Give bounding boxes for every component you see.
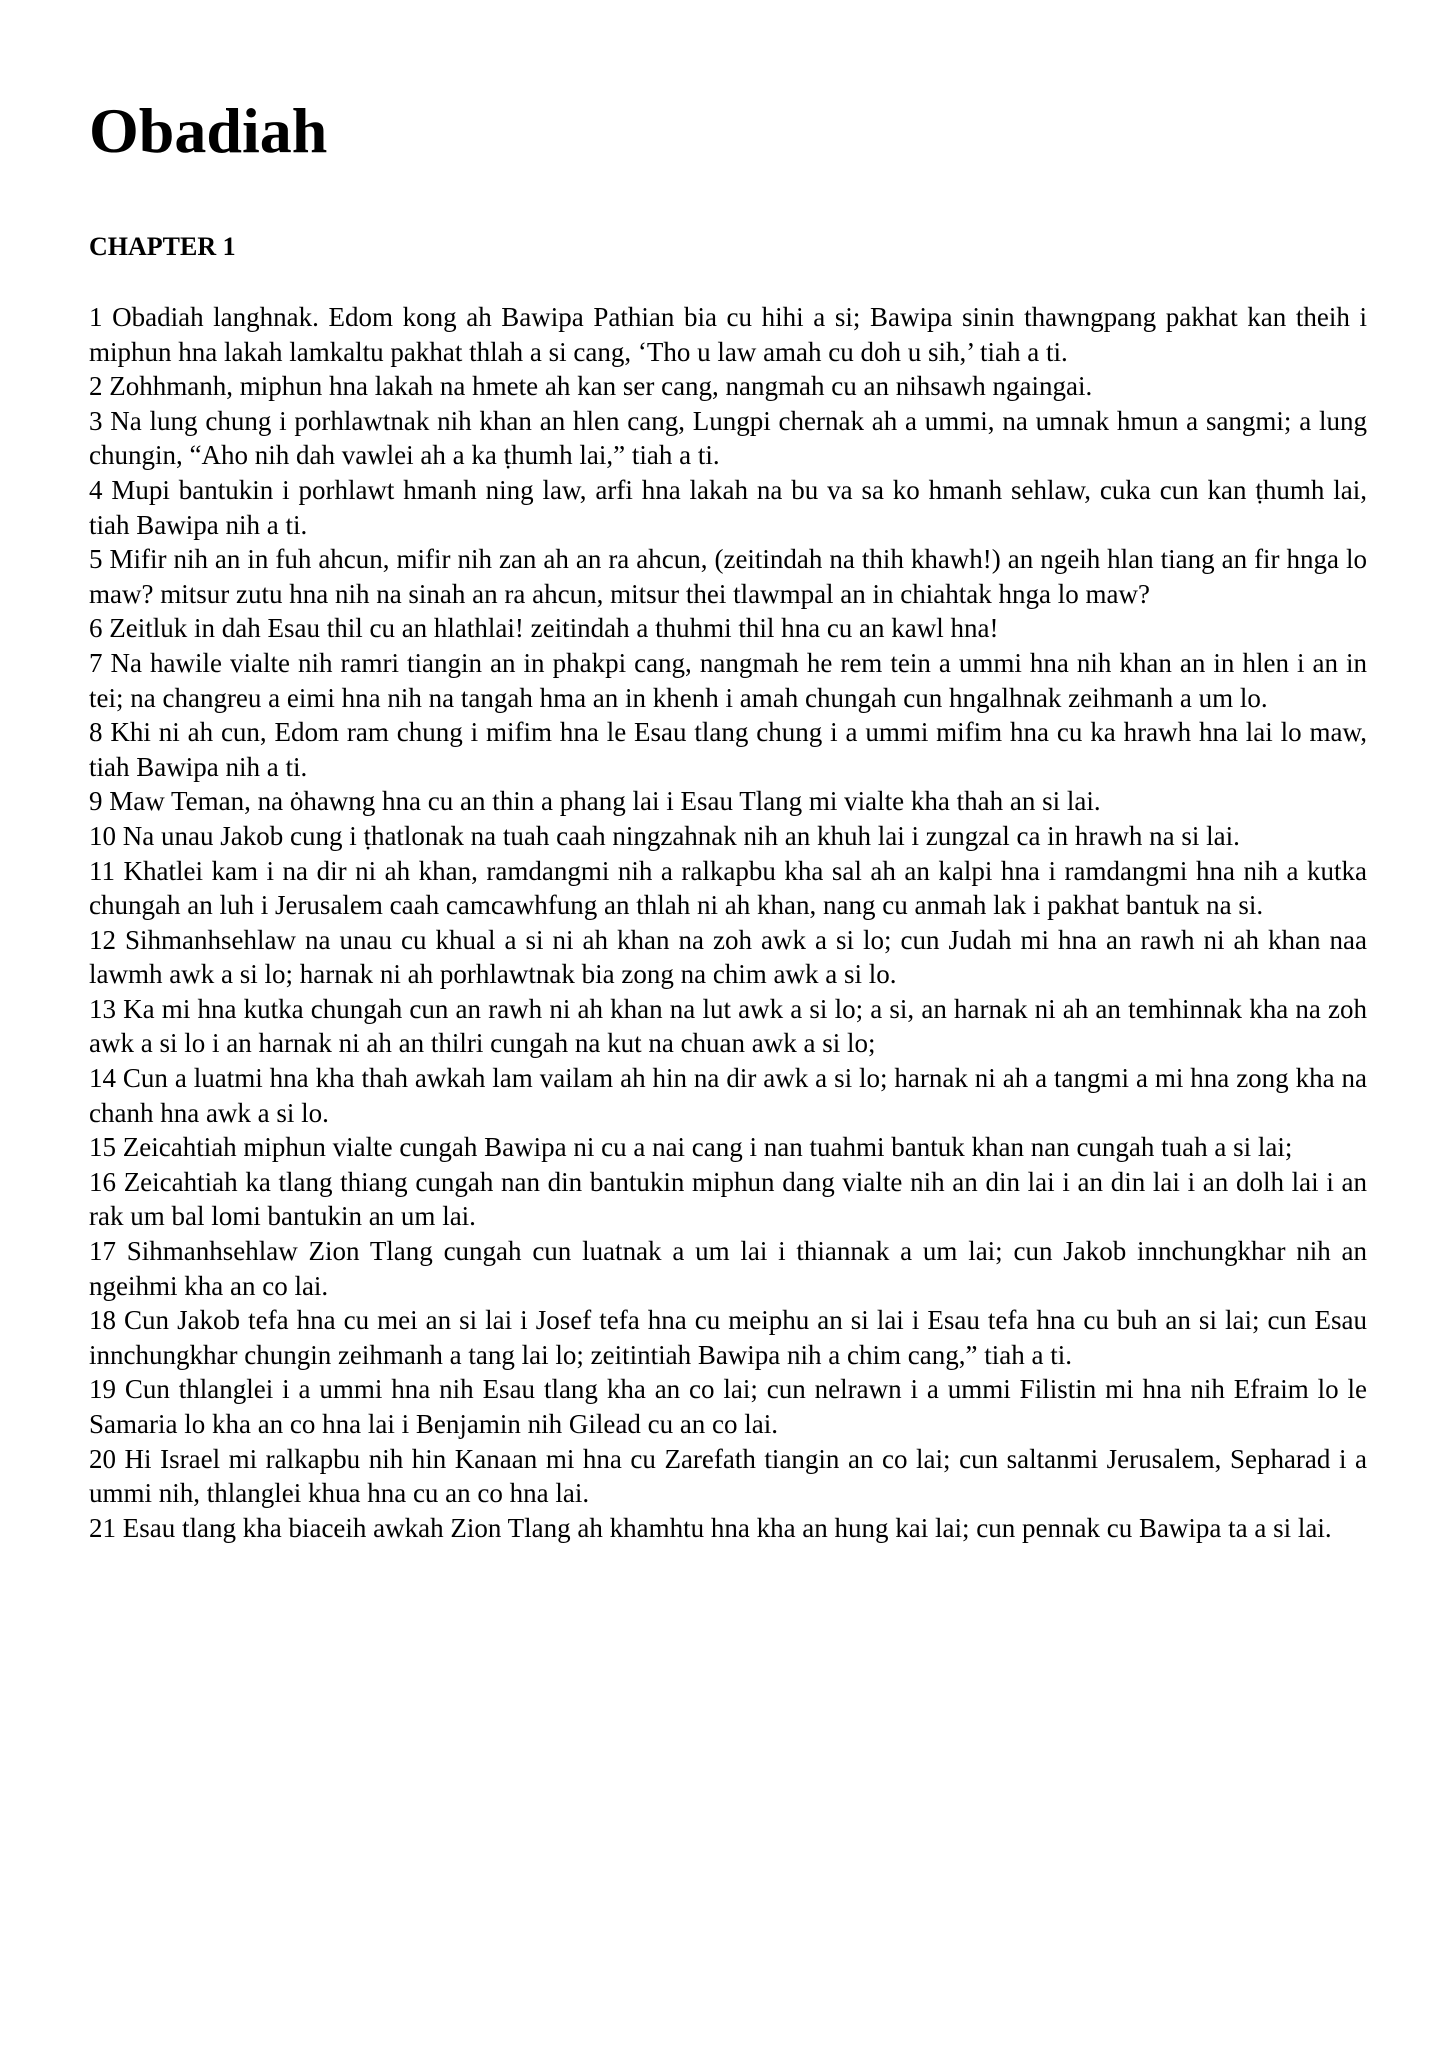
verse-12: 12 Sihmanhsehlaw na unau cu khual a si ni ah khan na zoh awk a si lo; cun Judah mi hna an rawh ni ah khan naa lawmh awk a si lo; harnak ni ah porhlawtnak bia zong na chim awk a si lo. [89,924,1367,990]
chapter-heading: CHAPTER 1 [89,232,236,261]
verse-5: 5 Mifir nih an in fuh ahcun, mifir nih zan ah an ra ahcun, (zeitindah na thih khawh!) an ngeih hlan tiang an fir hnga lo maw? mitsur zutu hna nih na sinah an ra ahcun, mitsur thei tlawmpal an in chiahtak hnga lo maw? [89,544,1367,609]
verse-14: 14 Cun a luatmi hna kha thah awkah lam vailam ah hin na dir awk a si lo; harnak ni ah a tangmi a mi hna zong kha na chanh hna awk a si lo. [89,1063,1367,1128]
verse-8: 8 Khi ni ah cun, Edom ram chung i mifim hna le Esau tlang chung i a ummi mifim hna cu ka hrawh hna lai lo maw, tiah Bawipa nih a ti. [89,717,1367,782]
verse-2: 2 Zohhmanh, miphun hna lakah na hmete ah kan ser cang, nangmah cu an nihsawh ngaingai. [89,371,1093,402]
verse-list [89,300,1367,1545]
verse-1: 1 Obadiah langhnak. Edom kong ah Bawipa Pathian bia cu hihi a si; Bawipa sinin thawngpang pakhat kan theih i miphun hna lakah lamkaltu pakhat thlah a si cang, ‘Tho u law amah cu doh u sih,’ tiah a ti. [89,302,1367,367]
verse-3: 3 Na lung chung i porhlawtnak nih khan an hlen cang, Lungpi chernak ah a ummi, na umnak hmun a sangmi; a lung chungin, “Aho nih dah vawlei ah a ka ṭhumh lai,” tiah a ti. [89,405,1367,471]
verse-19: 19 Cun thlanglei i a ummi hna nih Esau tlang kha an co lai; cun nelrawn i a ummi Filistin mi hna nih Efraim lo le Samaria lo kha an co hna lai i Benjamin nih Gilead cu an co lai. [89,1374,1367,1439]
verse-15: 15 Zeicahtiah miphun vialte cungah Bawipa ni cu a nai cang i nan tuahmi bantuk khan nan cungah tuah a si lai; [89,1132,1293,1163]
verse-18: 18 Cun Jakob tefa hna cu mei an si lai i Josef tefa hna cu meiphu an si lai i Esau tefa hna cu buh an si lai; cun Esau innchungkhar chungin zeihmanh a tang lai lo; zeitintiah Bawipa nih a chim cang,” tiah a ti. [89,1305,1367,1370]
book-title: Obadiah [89,95,328,166]
verse-21: 21 Esau tlang kha biaceih awkah Zion Tlang ah khamhtu hna kha an hung kai lai; cun pennak cu Bawipa ta a si lai. [89,1512,1332,1543]
verse-20: 20 Hi Israel mi ralkapbu nih hin Kanaan mi hna cu Zarefath tiangin an co lai; cun saltanmi Jerusalem, Sepharad i a ummi nih, thlanglei khua hna cu an co hna lai. [89,1443,1367,1509]
verse-10: 10 Na unau Jakob cung i ṭhatlonak na tuah caah ningzahnak nih an khuh lai i zungzal ca in hrawh na si lai. [89,820,1240,851]
verse-6: 6 Zeitluk in dah Esau thil cu an hlathlai! zeitindah a thuhmi thil hna cu an kawl hna! [89,613,999,644]
verse-13: 13 Ka mi hna kutka chungah cun an rawh ni ah khan na lut awk a si lo; a si, an harnak ni ah an temhinnak kha na zoh awk a si lo i an harnak ni ah an thilri cungah na kut na chuan awk a si lo; [89,993,1367,1059]
verse-16: 16 Zeicahtiah ka tlang thiang cungah nan din bantukin miphun dang vialte nih an din lai i an din lai i an dolh lai i an rak um bal lomi bantukin an um lai. [89,1166,1367,1232]
verse-7: 7 Na hawile vialte nih ramri tiangin an in phakpi cang, nangmah he rem tein a ummi hna nih khan an in hlen i an in tei; na changreu a eimi hna nih na tangah hma an in khenh i amah chungah cun hngalhnak zeihmanh a um lo. [89,647,1367,713]
verse-17: 17 Sihmanhsehlaw Zion Tlang cungah cun luatnak a um lai i thiannak a um lai; cun Jakob innchungkhar nih an ngeihmi kha an co lai. [89,1236,1367,1301]
verse-4: 4 Mupi bantukin i porhlawt hmanh ning law, arfi hna lakah na bu va sa ko hmanh sehlaw, cuka cun kan ṭhumh lai, tiah Bawipa nih a ti. [89,474,1367,540]
verse-9: 9 Maw Teman, na ȯhawng hna cu an thin a phang lai i Esau Tlang mi vialte kha thah an si lai. [89,786,1101,817]
verse-11: 11 Khatlei kam i na dir ni ah khan, ramdangmi nih a ralkapbu kha sal ah an kalpi hna i ramdangmi hna nih a kutka chungah an luh i Jerusalem caah camcawhfung an thlah ni ah khan, nang cu anmah lak i pakhat bantuk na si. [89,855,1367,921]
